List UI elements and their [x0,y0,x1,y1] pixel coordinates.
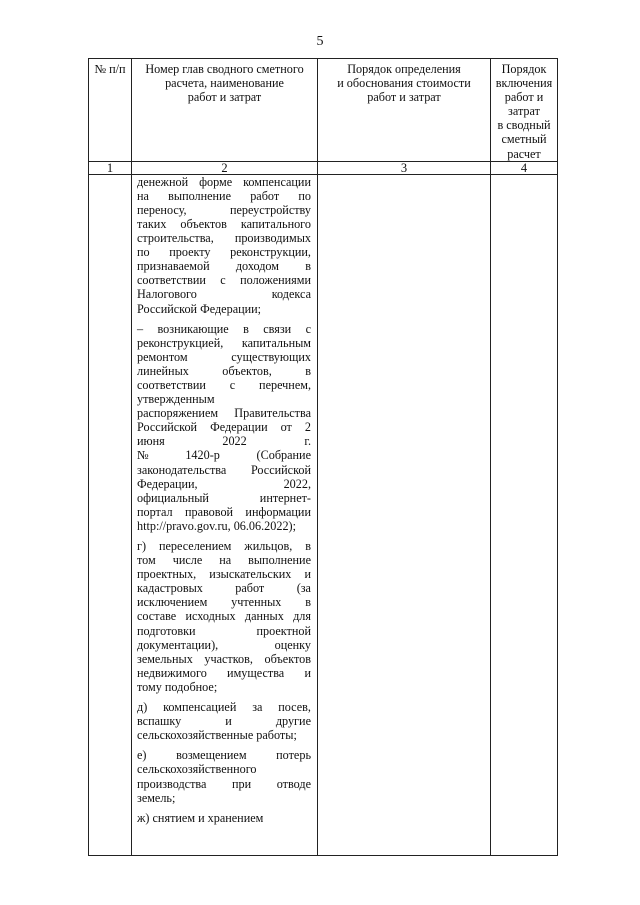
list-item [137,811,311,825]
text-line: строительства, производимых [137,231,311,246]
text-line: сельскохозяйственные работы; [137,728,297,743]
text-line: земельных участков, объектов [137,651,311,666]
text-line: Федерации, 2022, [137,476,311,491]
header-cost-line: Порядок определения [347,62,461,76]
header-inclusion-line: расчет [507,146,541,161]
column-number: 1 [89,161,132,174]
text-line: ремонтом существующих [137,349,311,364]
text-line: сельскохозяйственного [137,762,257,777]
row-number-cell [89,174,132,855]
column-number: 4 [491,161,558,174]
text-line: г) переселением жильцов, в [137,539,311,553]
table-header-row [89,59,558,162]
text-line: на выполнение работ по [137,188,311,203]
chapter-text-cell [132,174,318,855]
column-number: 2 [132,161,318,174]
text-line: официальный интернет- [137,490,311,505]
text-line: составе исходных данных для [137,609,311,624]
text-line: признаваемой доходом в [137,259,311,274]
text-line: подготовки проектной [137,623,311,638]
text-line: соответствии с положениями [137,273,311,288]
text-line: линейных объектов, в [137,363,311,378]
page-number: 5 [316,34,324,49]
list-item [137,539,311,694]
text-line: денежной форме компенсации [137,174,311,189]
text-line: № 1420-р (Собрание [137,448,311,463]
text-line: – возникающие в связи с [137,321,311,336]
text-line: Российской Федерации от 2 [137,420,311,435]
header-inclusion-line: включения [495,76,553,91]
text-line: Российской Федерации; [137,301,262,316]
text-line: производства при отводе [137,776,311,791]
text-line: соответствии с перечнем, [137,377,311,392]
header-inclusion-line: в сводный [497,118,551,133]
text-line: таких объектов капитального [137,216,311,231]
header-cell-inclusion [491,59,558,162]
header-cost-line: работ и затрат [367,90,441,105]
text-line: земель; [137,790,176,805]
column-number-row [89,161,558,174]
text-line: проектных, изыскательских и [137,567,311,582]
text-line: реконструкцией, капитальным [137,335,311,350]
header-number-label: № п/п [94,62,126,76]
estimate-table [88,58,558,856]
header-inclusion-line: сметный [501,132,547,147]
text-line: документации), оценку [137,637,311,652]
text-line: вспашку и другие [137,714,311,729]
text-line: http://pravo.gov.ru, 06.06.2022); [137,518,296,533]
text-line: том числе на выполнение [137,553,311,568]
table-row [89,174,558,855]
header-chapter-line: работ и затрат [187,90,262,105]
header-cell-chapter [132,59,318,162]
inclusion-cell [491,174,558,855]
text-line: недвижимого имущества и [137,665,311,680]
text-line: законодательства Российской [137,462,311,477]
text-line: распоряжением Правительства [137,406,311,421]
cost-method-cell [318,174,491,855]
text-line: тому подобное; [137,679,218,694]
header-cell-number [89,59,132,162]
text-line: по проекту реконструкции, [137,245,311,260]
header-cell-cost-method [318,59,491,162]
text-line: кадастровых работ (за [137,581,311,596]
text-line: Налогового кодекса [137,287,311,302]
text-line: д) компенсацией за посев, [137,700,311,715]
header-chapter-line: Номер глав сводного сметного [145,62,304,76]
text-line: утвержденным [137,392,215,407]
list-item [137,322,311,533]
header-cost-line: и обоснования стоимости [337,76,471,91]
text-line: ж) снятием и хранением [137,810,264,825]
text-line: е) возмещением потерь [137,748,311,763]
paragraph-container [132,175,317,825]
text-line: переносу, переустройству [137,202,311,217]
text-line: портал правовой информации [137,504,311,519]
list-item [137,748,311,804]
column-number: 3 [318,161,491,174]
text-line: исключением учтенных в [137,595,311,610]
header-inclusion-line: работ и затрат [504,90,544,119]
text-line: июня 2022 г. [137,434,311,449]
list-item [137,700,311,742]
header-inclusion-line: Порядок [501,62,547,76]
list-item [137,175,311,316]
header-chapter-line: расчета, наименование [165,76,284,91]
